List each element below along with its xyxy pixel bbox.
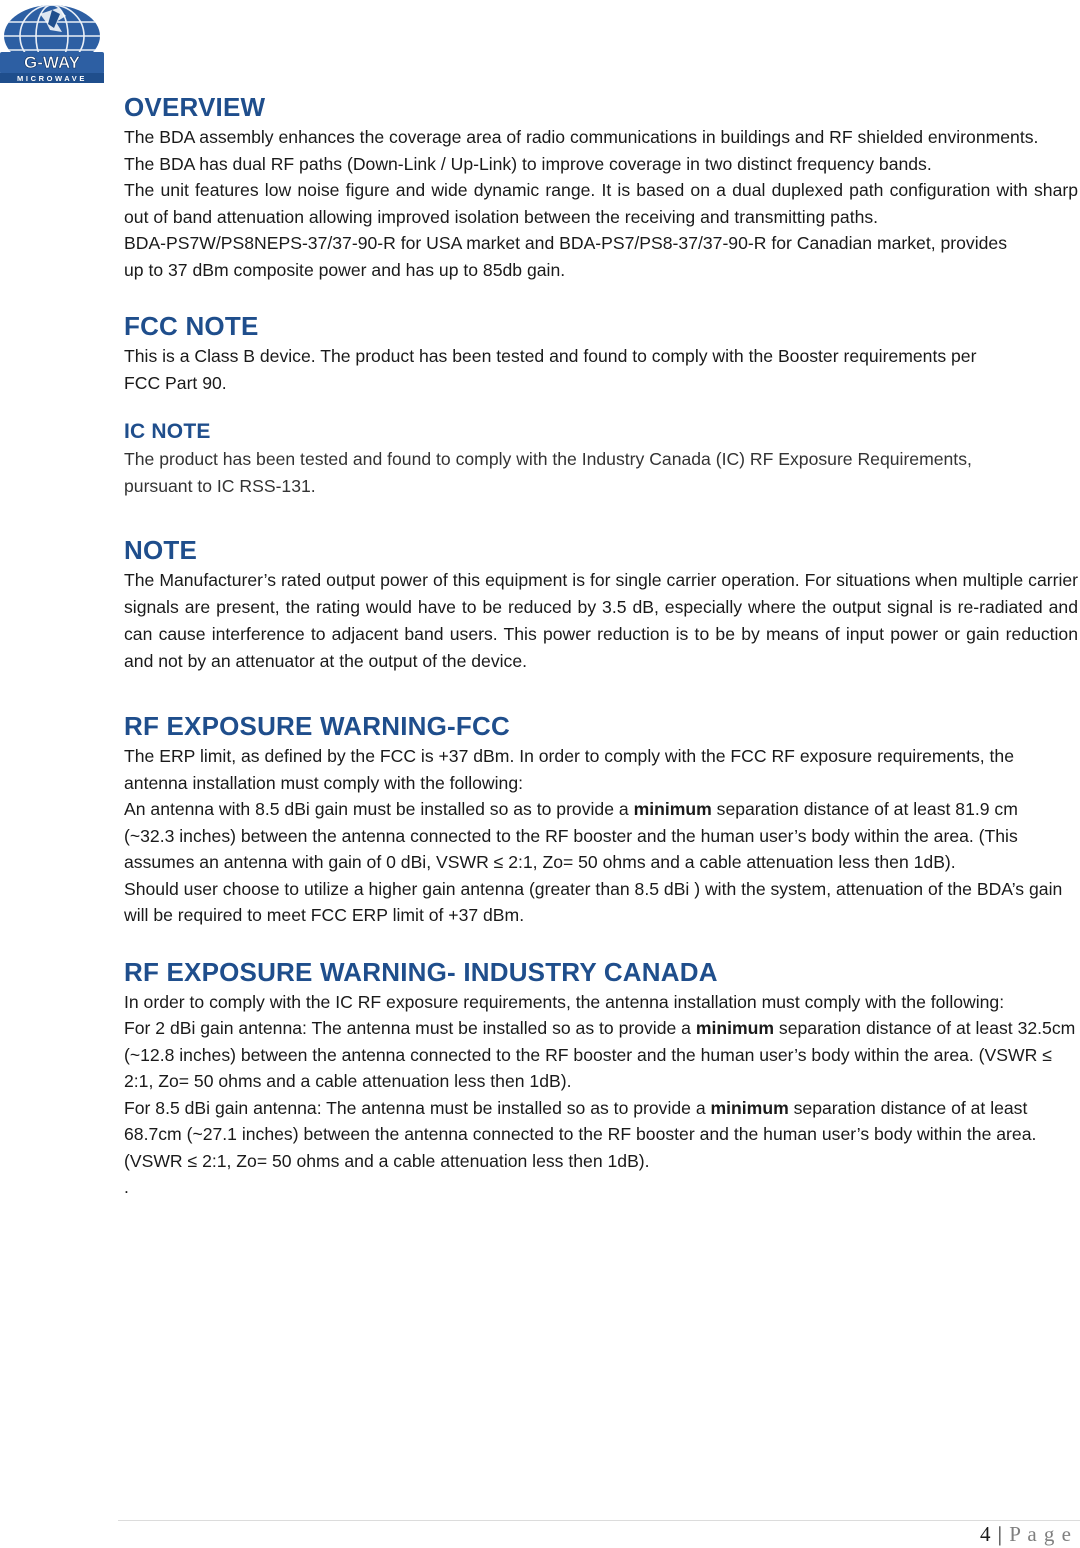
ic-note-heading: IC NOTE [124,420,211,443]
rf-exposure-ic-heading: RF EXPOSURE WARNING- INDUSTRY CANADA [124,956,718,987]
rf-fcc-paragraph-2: An antenna with 8.5 dBi gain must be installed so as to provide a minimum separation distance of at least 81.9 cm (~32.3 inches) between the antenna connected to the RF booster and the human user’s body within the area. (This assumes an antenna with gain of 0 dBi, VSWR ≤ 2:1, Zo= 50 ohms and a cable attenuation less then 1dB). [124,799,1018,872]
fcc-note-paragraph: This is a Class B device. The product has been tested and found to comply with the Booster requirements per FCC Part 90. [124,346,977,393]
logo-subtitle: MICROWAVE [17,74,87,83]
rf-fcc-paragraph-1: The ERP limit, as defined by the FCC is +37 dBm. In order to comply with the FCC RF exposure requirements, the antenna installation must comply with the following: [124,746,1014,793]
rf-fcc-paragraph-3: Should user choose to utilize a higher gain antenna (greater than 8.5 dBi ) with the system, attenuation of the BDA’s gain will be required to meet FCC ERP limit of +37 dBm. [124,878,1063,925]
note-heading: NOTE [124,535,198,565]
logo-name: G-WAY [23,53,81,72]
note-section [124,533,1078,675]
rf-ic-paragraph-2: For 2 dBi gain antenna: The antenna must be installed so as to provide a minimum separation distance of at least 32.5cm (~12.8 inches) between the antenna connected to the RF booster and the human user’s body within the area. (VSWR ≤ 2:1, Zo= 50 ohms and a cable attenuation less then 1dB). [124,1018,1076,1091]
rf-exposure-fcc-section [124,709,1078,929]
note-paragraph: The Manufacturer’s rated output power of this equipment is for single carrier operation. For situations when multiple carrier signals are present, the rating would have to be reduced by 3.5 dB, especially where the output signal is re-radiated and can cause interference to adjacent band users. This power reduction is to be by means of input power or gain reduction and not by an attenuator at the output of the device. [124,570,1078,671]
emphasis-minimum: minimum [633,799,712,819]
rf-ic-paragraph-3: For 8.5 dBi gain antenna: The antenna must be installed so as to provide a minimum separation distance of at least 68.7cm (~27.1 inches) between the antenna connected to the RF booster and the human user’s body within the area. (VSWR ≤ 2:1, Zo= 50 ohms and a cable attenuation less then 1dB). [124,1097,1037,1171]
rf-exposure-fcc-heading: RF EXPOSURE WARNING-FCC [124,711,510,741]
document-body [124,90,1078,1201]
overview-paragraph-4: BDA-PS7W/PS8NEPS-37/37-90-R for USA market and BDA-PS7/PS8-37/37-90-R for Canadian market, provides up to 37 dBm composite power and has up to 85db gain. [124,233,1008,280]
overview-paragraph-1: The BDA assembly enhances the coverage area of radio communications in buildings and RF shielded environments. [124,127,1039,147]
footer-divider [118,1520,1080,1521]
emphasis-minimum: minimum [695,1018,775,1038]
ic-note-section [124,418,1078,499]
rf-ic-paragraph-1: In order to comply with the IC RF exposure requirements, the antenna installation must comply with the following: [124,991,1005,1012]
overview-paragraph-2: The BDA has dual RF paths (Down-Link / Up-Link) to improve coverage in two distinct frequency bands. [124,153,932,174]
footer-separator: | [997,1522,1003,1546]
overview-section [124,90,1078,283]
globe-logo-icon [0,2,108,84]
company-logo [0,2,108,84]
ic-note-paragraph: The product has been tested and found to comply with the Industry Canada (IC) RF Exposure Requirements, pursuant to IC RSS-131. [124,449,972,496]
page-label: P a g e [1009,1522,1072,1546]
fcc-note-heading: FCC NOTE [124,311,259,341]
fcc-note-section [124,309,1078,396]
page-number: 4 [979,1522,992,1546]
page-footer [980,1522,1072,1547]
overview-heading: OVERVIEW [124,92,266,122]
emphasis-minimum: minimum [710,1097,789,1118]
overview-paragraph-3: The unit features low noise figure and wide dynamic range. It is based on a dual duplexed path configuration with sharp out of band attenuation allowing improved isolation between the receiving and transmitting paths. [124,180,1078,227]
rf-exposure-ic-section [124,955,1078,1201]
rf-ic-paragraph-4: . [124,1177,129,1197]
